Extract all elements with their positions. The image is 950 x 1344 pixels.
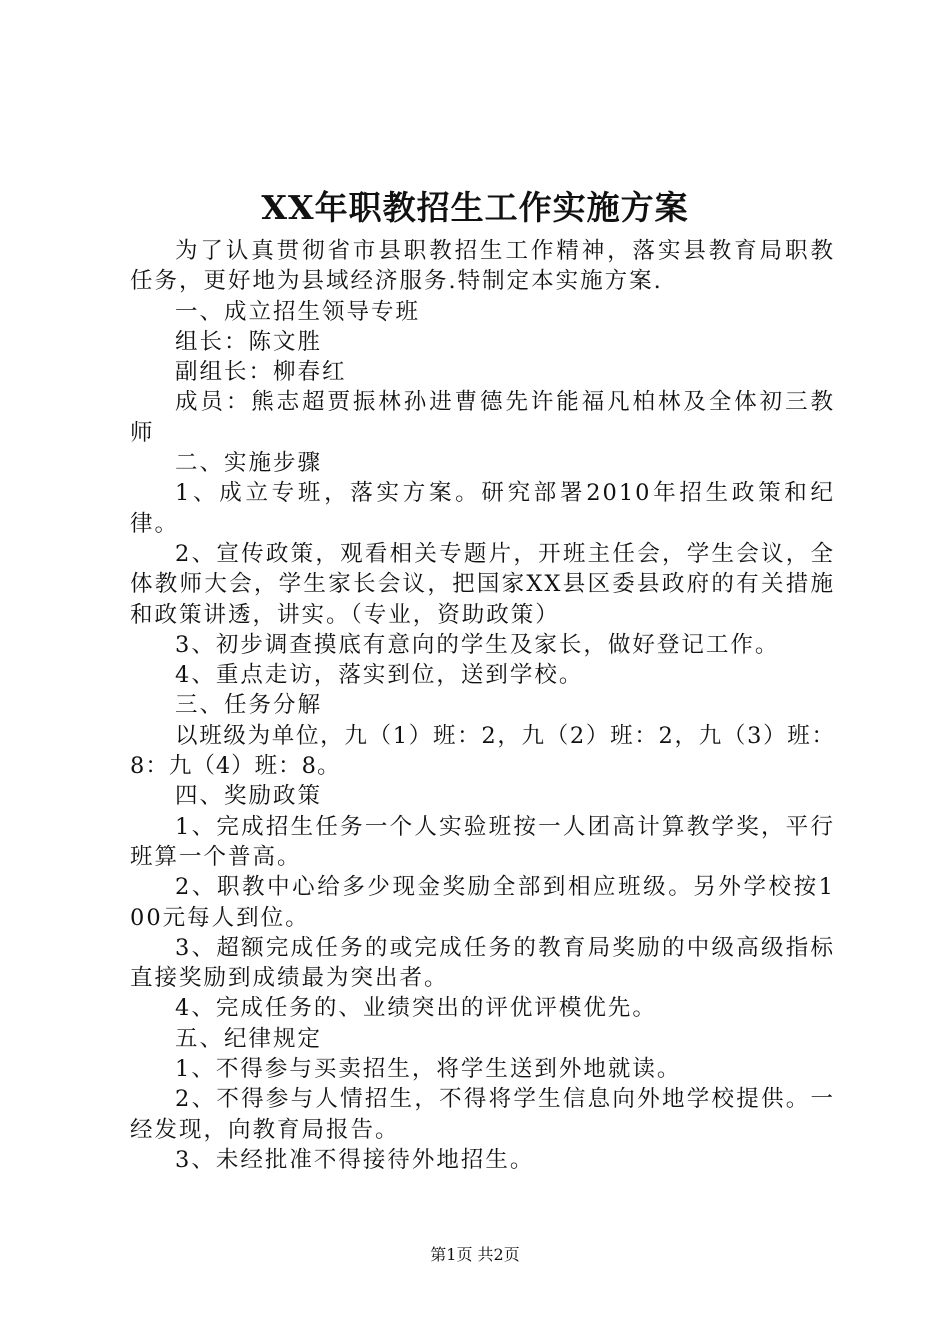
paragraph: 3、未经批准不得接待外地招生。 xyxy=(175,1146,535,1173)
paragraph: 2、职教中心给多少现金奖励全部到相应班级。另外学校按100元每人到位。 xyxy=(130,874,835,931)
section-heading: 三、任务分解 xyxy=(175,692,323,719)
paragraph: 2、宣传政策，观看相关专题片，开班主任会，学生会议，全体教师大会，学生家长会议，把国家XX县区委县政府的有关措施和政策讲透，讲实。（专业，资助政策） xyxy=(130,540,835,628)
document-body xyxy=(130,236,835,1175)
paragraph: 组长：陈文胜 xyxy=(175,328,323,355)
paragraph: 1、不得参与买卖招生，将学生送到外地就读。 xyxy=(175,1056,682,1083)
paragraph: 副组长：柳春红 xyxy=(175,359,347,386)
paragraph: 为了认真贯彻省市县职教招生工作精神，落实县教育局职教任务，更好地为县域经济服务.特制定本实施方案. xyxy=(130,238,835,295)
section-heading: 一、成立招生领导专班 xyxy=(175,298,421,325)
page-footer: 第1页 共2页 xyxy=(430,1245,520,1264)
paragraph: 3、初步调查摸底有意向的学生及家长，做好登记工作。 xyxy=(175,631,780,658)
paragraph: 4、完成任务的、业绩突出的评优评模优先。 xyxy=(175,995,657,1022)
section-heading: 四、奖励政策 xyxy=(175,783,323,810)
paragraph: 以班级为单位，九（1）班：2，九（2）班：2，九（3）班：8：九（4）班：8。 xyxy=(130,722,835,780)
paragraph: 2、不得参与人情招生，不得将学生信息向外地学校提供。一经发现，向教育局报告。 xyxy=(130,1086,835,1143)
paragraph: 成员：熊志超贾振林孙进曹德先许能福凡柏林及全体初三教师 xyxy=(130,389,835,446)
paragraph: 1、成立专班，落实方案。研究部署2010年招生政策和纪律。 xyxy=(130,480,835,537)
document-title: XX年职教招生工作实施方案 xyxy=(261,188,689,227)
paragraph: 1、完成招生任务一个人实验班按一人团高计算教学奖，平行班算一个普高。 xyxy=(130,813,835,870)
section-heading: 二、实施步骤 xyxy=(175,450,323,477)
paragraph: 3、超额完成任务的或完成任务的教育局奖励的中级高级指标直接奖励到成绩最为突出者。 xyxy=(130,934,835,992)
paragraph: 4、重点走访，落实到位，送到学校。 xyxy=(175,662,584,689)
section-heading: 五、纪律规定 xyxy=(175,1025,323,1052)
